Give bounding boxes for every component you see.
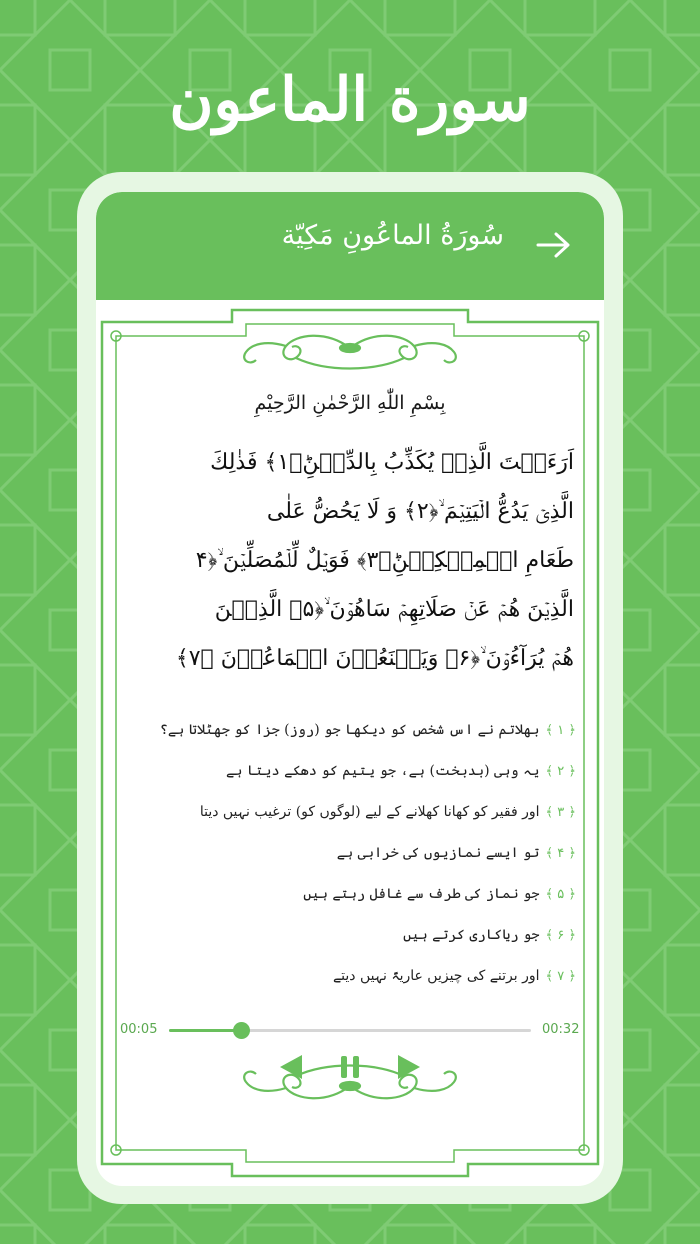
previous-icon[interactable]	[272, 1047, 312, 1087]
promo-title: سورة الماعون	[169, 65, 531, 135]
translation-text: اور فقیر کو کھانا کھلانے کے لیے (لوگوں کو) ترغیب نہیں دیتا	[199, 804, 540, 820]
translation-item	[126, 845, 576, 861]
verse-number: ﴿ ۱ ﴾	[545, 723, 576, 738]
translation-item	[126, 763, 576, 779]
verse-number: ﴿ ۴ ﴾	[545, 846, 576, 861]
translation-text: جو ریاکاری کرتے ہیں	[403, 927, 540, 943]
arabic-line: طَعَامِ الۡمِسۡکِیۡنِؕ﴿۳﴾ فَوَیۡلٌ لِّلۡمُصَلِّیۡنَ ۙ﴿۴	[195, 548, 574, 573]
verse-number: ﴿ ۷ ﴾	[545, 969, 576, 984]
total-time: 00:32	[542, 1022, 580, 1037]
translation-item	[126, 804, 576, 820]
translation-text: جو نماز کی طرف سے غافل رہتے ہیں	[303, 886, 540, 902]
translation-text: اور برتنے کی چیزیں عاریۃً نہیں دیتے	[332, 968, 540, 984]
verse-number: ﴿ ۵ ﴾	[545, 887, 576, 902]
next-icon[interactable]	[388, 1047, 428, 1087]
translation-item	[126, 886, 576, 902]
translation-text: بھلاتم نے اس شخص کو دیکھا جو (روز) جزا کو جھٹلاتا ہے؟	[159, 722, 540, 738]
verse-number: ﴿ ۳ ﴾	[545, 805, 576, 820]
app-header	[96, 192, 604, 300]
translation-item	[126, 722, 576, 738]
current-time: 00:05	[120, 1022, 158, 1037]
pause-icon[interactable]	[330, 1047, 370, 1087]
surah-title: سُورَةُ الماعُونِ مَكِيّة	[281, 220, 504, 251]
arabic-line: الَّذِیۡنَ هُمۡ عَنۡ صَلَاتِهِمۡ سَاهُوۡنَ ۙ﴿۵﴾ الَّذِیۡنَ	[214, 597, 574, 622]
translation-text: تو ایسے نمازیوں کی خرابی ہے	[336, 845, 540, 861]
arabic-line: اَرَءَيۡتَ الَّذِیۡ یُکَذِّبُ بِالدِّیۡنِؕ﴿۱﴾ فَذٰلِكَ	[210, 450, 574, 475]
arabic-line: الَّذِیۡ یَدُعُّ الۡیَتِیۡمَ ۙ﴿۲﴾ وَ لَا یَحُضُّ عَلٰی	[266, 499, 574, 524]
arrow-right-icon[interactable]	[534, 230, 574, 260]
app-screen	[96, 192, 604, 1186]
bismillah: بِسْمِ اللّٰهِ الرَّحْمٰنِ الرَّحِيْمِ	[254, 392, 446, 414]
verse-number: ﴿ ۲ ﴾	[545, 764, 576, 779]
arabic-line: هُمۡ یُرَآءُوۡنَ ۙ﴿۶﴾ وَیَمۡنَعُوۡنَ الۡمَاعُوۡنَ ﴿۷﴾	[175, 646, 574, 671]
translation-text: یہ وہی (بدبخت) ہے، جو یتیم کو دھکے دیتا ہے	[226, 763, 540, 779]
verse-number: ﴿ ۶ ﴾	[545, 928, 576, 943]
translation-item	[126, 927, 576, 943]
ornament-top	[244, 336, 456, 369]
audio-progress-fill	[169, 1029, 241, 1032]
translation-item	[126, 968, 576, 984]
audio-progress-track[interactable]	[169, 1029, 531, 1032]
